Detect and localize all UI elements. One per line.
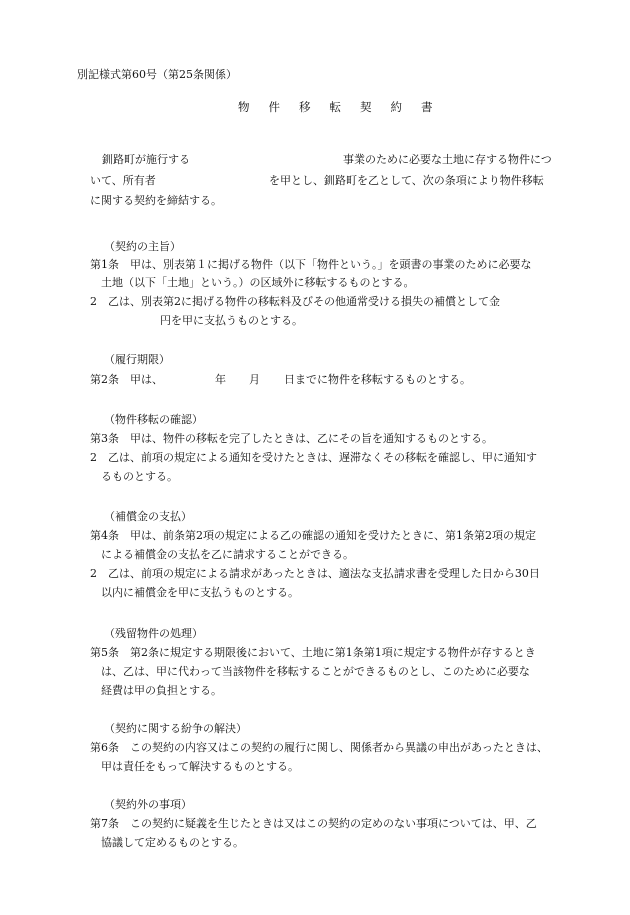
article-1-line: 土地（以下「土地」という。）の区域外に移転するものとする。	[101, 276, 415, 289]
preamble-line-3: に関する契約を締結する。	[90, 194, 222, 207]
preamble-line-2a: いて、所有者	[90, 174, 156, 187]
preamble-line-1b: 事業のために必要な土地に存する物件につ	[343, 153, 552, 166]
preamble-line-1a: 釧路町が施行する	[102, 153, 190, 166]
article-7-heading: （契約外の事項）	[104, 798, 192, 811]
article-1-line: 第1条 甲は、別表第１に掲げる物件（以下「物件という。」を頭書の事業のために必要な	[90, 258, 532, 271]
article-4-line: 以内に補償金を甲に支払うものとする。	[101, 586, 299, 599]
article-2-heading: （履行期限）	[104, 353, 170, 366]
document-title	[238, 100, 433, 115]
article-1-heading: （契約の主旨）	[104, 240, 181, 253]
article-1-line: 2 乙は、別表第2に掲げる物件の移転料及びその他通常受ける損失の補償として金	[90, 295, 500, 308]
article-3-line: 2 乙は、前項の規定による通知を受けたときは、遅滞なくその移転を確認し、甲に通知す	[90, 451, 537, 464]
article-3-line: 第3条 甲は、物件の移転を完了したときは、乙にその旨を通知するものとする。	[90, 432, 493, 445]
article-2-line: 日までに物件を移転するものとする。	[284, 373, 471, 386]
article-5-heading: （残留物件の処理）	[104, 627, 203, 640]
article-4-line: による補償金の支払を乙に請求することができる。	[101, 548, 354, 561]
title-char: 件	[268, 100, 280, 114]
article-5-line: 経費は甲の負担とする。	[101, 684, 222, 697]
article-6-line: 甲は責任をもって解決するものとする。	[101, 760, 299, 773]
article-6-line: 第6条 この契約の内容又はこの契約の履行に関し、関係者から異議の申出があったときは、	[90, 741, 548, 754]
title-char: 約	[390, 100, 402, 114]
title-char: 契	[360, 100, 372, 114]
article-1-line: 円を甲に支払うものとする。	[160, 314, 303, 327]
article-5-line: 第5条 第2条に規定する期限後において、土地に第1条第1項に規定する物件が存するとき	[90, 646, 536, 659]
title-char: 物	[238, 100, 250, 114]
article-2-year: 年	[215, 373, 226, 386]
preamble-line-2b: を甲とし、釧路町を乙として、次の条項により物件移転	[269, 174, 544, 187]
title-char: 書	[421, 100, 433, 114]
article-2-month: 月	[249, 373, 260, 386]
article-4-heading: （補償金の支払）	[104, 510, 192, 523]
article-4-line: 第4条 甲は、前条第2項の規定による乙の確認の通知を受けたときに、第1条第2項の規定	[90, 529, 536, 542]
title-char: 移	[299, 100, 311, 114]
article-7-line: 協議して定めるものとする。	[101, 836, 244, 849]
article-7-line: 第7条 この契約に疑義を生じたときは又はこの契約の定めのない事項については、甲、乙	[90, 817, 537, 830]
article-5-line: は、乙は、甲に代わって当該物件を移転することができるものとし、このために必要な	[101, 665, 530, 678]
form-label: 別記様式第60号（第25条関係）	[77, 68, 237, 81]
title-char: 転	[329, 100, 341, 114]
article-4-line: 2 乙は、前項の規定による請求があったときは、適法な支払請求書を受理した日から30日	[90, 567, 540, 580]
article-3-heading: （物件移転の確認）	[104, 413, 203, 426]
article-6-heading: （契約に関する紛争の解決）	[104, 722, 247, 735]
article-3-line: るものとする。	[101, 470, 178, 483]
article-2-line: 第2条 甲は、	[90, 373, 163, 386]
